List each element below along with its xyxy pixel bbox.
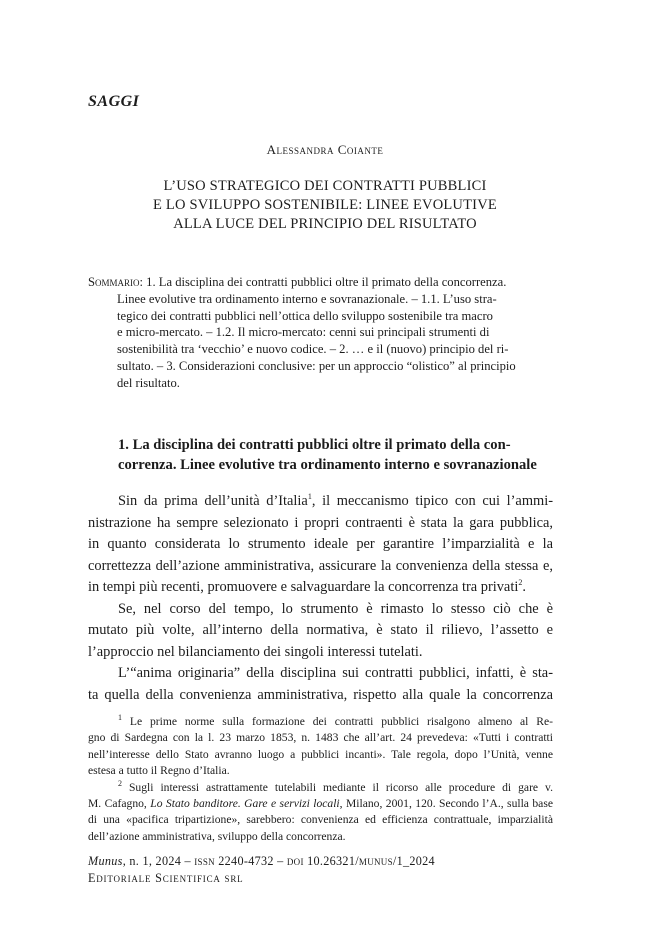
heading-line: correnza. Linee evolutive tra ordinamento interno e sovranazionale: [118, 457, 537, 473]
issue-info: , n. 1, 2024 –: [122, 854, 195, 868]
footnote-line: [88, 796, 553, 812]
footnote-number-2: 2: [118, 778, 122, 788]
footnote-line: nell’interesse dello Stato avranno luogo a pubblici incanti». Tale regola, dopo l’Unità, venne: [88, 747, 553, 761]
title-line: E LO SVILUPPO SOSTENIBILE: LINEE EVOLUTIVE: [153, 197, 497, 213]
footnote-text: M. Cafagno,: [88, 797, 151, 811]
body-text-span: , il meccanismo tipico con cui l’ammi-: [311, 493, 554, 509]
summary-line: e micro-mercato. – 1.2. Il micro-mercato: cenni sui principali strumenti di: [117, 325, 490, 340]
body-text-span: Sin da prima dell’unità d’Italia: [118, 493, 308, 509]
body-line: correttezza dell’azione amministrativa, assicurare la convenienza della stessa e,: [88, 557, 553, 574]
body-line: L’“anima originaria” della disciplina sui contratti pubblici, infatti, è sta-: [118, 665, 553, 681]
footnote-ref-1[interactable]: 1: [307, 492, 312, 502]
journal-name: Munus: [88, 854, 123, 868]
body-line: l’approccio nel bilanciamento dei singoli interessi tutelati.: [88, 643, 423, 660]
article-title: [0, 177, 650, 234]
footnote-ref-2[interactable]: 2: [518, 578, 523, 588]
footnote-line: dell’azione amministrativa, sviluppo della concorrenza.: [88, 829, 346, 843]
body-line: nistrazione ha sempre selezionato i propri contraenti è stata la gara pubblica,: [88, 514, 553, 531]
publisher: Editoriale Scientifica srl: [88, 871, 244, 885]
body-line: [88, 577, 553, 599]
title-line: L’USO STRATEGICO DEI CONTRATTI PUBBLICI: [163, 178, 487, 194]
cited-work-title: Lo Stato banditore. Gare e servizi locali: [150, 797, 340, 811]
footnotes: [88, 714, 553, 845]
summary-line: sostenibilità tra ‘vecchio’ e nuovo codice. – 2. … e il (nuovo) principio del ri-: [117, 342, 509, 357]
footnote-line: gno di Sardegna con la l. 23 marzo 1853, n. 1483 che all’art. 24 prevedeva: «Tutti i contratti: [88, 731, 553, 745]
citation-line: [88, 853, 435, 870]
footnote-line: di una «pacifica tripartizione», sarebbero: convenienza ed efficienza contrattuale, imparzialità: [88, 813, 553, 827]
body-text-span: in tempi più recenti, promuovere e salvaguardare la concorrenza tra privati: [88, 579, 519, 595]
heading-line: 1. La disciplina dei contratti pubblici oltre il primato della con-: [118, 437, 511, 453]
summary-line: Linee evolutive tra ordinamento interno e sovranazionale. – 1.1. L’uso stra-: [117, 291, 497, 306]
footnote-line: estesa a tutto il Regno d’Italia.: [88, 764, 230, 778]
body-line: ta quella della convenienza amministrativa, rispetto alla quale la concorrenza: [88, 686, 553, 703]
body-line: mutato più volte, all’interno della normativa, è stato il rilievo, l’assetto e: [88, 622, 553, 638]
title-line: ALLA LUCE DEL PRINCIPIO DEL RISULTATO: [173, 216, 477, 232]
footnote-line: [88, 780, 553, 796]
footnote-number-1: 1: [118, 713, 122, 723]
summary-line: [88, 274, 553, 291]
section-heading: SAGGI: [88, 93, 140, 110]
summary-block: [88, 274, 553, 392]
footnote-text: Le prime norme sulla formazione dei contratti pubblici risalgono almeno al Re-: [129, 715, 553, 728]
summary-line: tegico dei contratti pubblici nell’ottica dello sviluppo sostenibile tra macro: [117, 308, 493, 323]
summary-text: 1. La disciplina dei contratti pubblici oltre il primato della concorrenza.: [146, 275, 507, 289]
body-text-span: .: [522, 579, 526, 595]
issn-doi: issn 2240-4732 – doi 10.26321/munus/1_2024: [194, 854, 435, 868]
body-text: [88, 491, 553, 706]
section-1-heading: [118, 435, 553, 475]
footnote-text: , Milano, 2001, 120. Secondo l’A., sulla base: [339, 797, 553, 811]
author-name: Alessandra Coiante: [266, 142, 384, 157]
body-line: in quanto considerata lo strumento ideale per garantire l’imparzialità e la: [88, 536, 553, 552]
footnote-text: Sugli interessi astrattamente tutelabili mediante il ricorso alle procedure di gare v.: [128, 780, 553, 794]
summary-label: Sommario:: [88, 275, 144, 289]
page-footer: [88, 853, 435, 887]
summary-line: del risultato.: [117, 375, 180, 390]
footnote-line: [88, 714, 553, 730]
body-line: Se, nel corso del tempo, lo strumento è rimasto lo stesso ciò che è: [118, 600, 553, 617]
body-line: [88, 491, 553, 513]
summary-line: sultato. – 3. Considerazioni conclusive: per un approccio “olistico” al principio: [117, 358, 516, 373]
